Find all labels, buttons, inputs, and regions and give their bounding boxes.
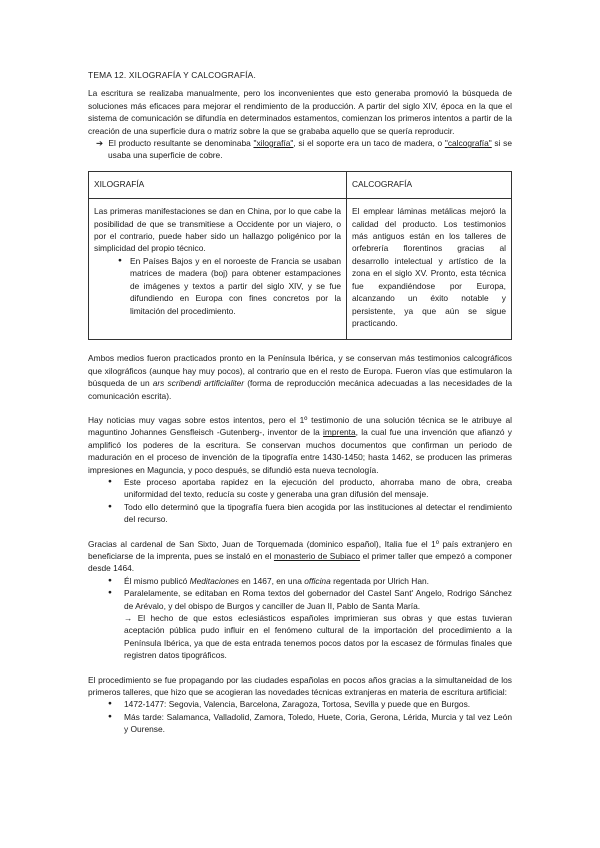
list-item-text: en 1467, en una <box>239 575 305 586</box>
term-calcografia: "calcografía" <box>444 138 492 149</box>
paragraph-text: , la cual fue una invención que afianzó y amplificó los poderes de la escritura. Se conservan muchos documentos que confirman un periodo de maduración en el proceso de invención de la tipografía entre 1430-1450; hasta 1462, se producen las primeras impresiones en Maguncia, y poco después, se difundió esta nueva tecnología. <box>88 427 512 475</box>
bullets-gutenberg <box>88 476 512 526</box>
list-item <box>88 575 512 587</box>
list-item: ● Este proceso aportaba rapidez en la ejecución del producto, ahorraba mano de obra, creaba uniformidad del texto, reducía su coste y generaba una gran difusión del mensaje. <box>88 476 512 501</box>
italic-term: officina <box>304 575 331 586</box>
arrow-item-text-2: , si el soporte era un taco de madera, o <box>293 138 445 149</box>
link-imprenta[interactable]: imprenta <box>323 427 356 438</box>
xilografia-text: Las primeras manifestaciones se dan en China, por lo que cabe la posibilidad de que se transmitiese a Occidente por un viajero, o por el contrario, puede haber sido un hallazgo poligénico por la simplicidad del propio técnico. <box>94 206 341 254</box>
list-item: ● Todo ello determinó que la tipografía fuera bien acogida por las instituciones al detectar el rendimiento del recurso. <box>88 501 512 526</box>
paragraph-text: Hay noticias muy vagas sobre estos intentos, pero el 1º testimonio de una solución técnica se le atribuye al maguntino Johannes Gensfleisch -Gutenberg-, inventor de la <box>88 414 512 438</box>
xilografia-bullets <box>94 255 341 317</box>
list-item: ● Más tarde: Salamanca, Valladolid, Zamora, Toledo, Huete, Coria, Gerona, Lérida, Murcia y tal vez León y Ourense. <box>88 711 512 736</box>
comparison-table <box>88 171 512 340</box>
table-header-row <box>89 171 512 198</box>
paragraph-text: Gracias al cardenal de San Sixto, Juan de Torquemada (dominico español), Italia fue el 1º país extranjero en beneficiarse de la imprenta, pues se instaló en el <box>88 538 512 561</box>
arrow-item-text-3: si se usaba una superficie de cobre. <box>108 138 512 161</box>
arrow-item <box>88 137 512 162</box>
list-item: ● 1472-1477: Segovia, Valencia, Barcelona, Zaragoza, Tortosa, Sevilla y puede que en Burgos. <box>88 698 512 710</box>
arrow-icon: ➔ <box>96 138 104 149</box>
paragraph-peninsula <box>88 352 512 402</box>
sub-arrow-paragraph: → El hecho de que estos eclesiásticos españoles imprimieran sus obras y que estas tuvieran aceptación pública pudo influir en el fenómeno cultural de la importación del procedimiento a la Península Ibérica, ya que de esta entrada tenemos pocos datos por la escasez de fórmulas finales que registren datos tipográficos. <box>124 613 512 661</box>
cell-calcografia: El emplear láminas metálicas mejoró la calidad del producto. Los testimonios más antiguos están en los talleres de orfebrería florentinos gracias al desarrollo intelectual y artístico de la zona en el siglo XV. Pronto, esta técnica fue expandiéndose por Europa, alcanzando un éxito notable y persistente, ya que aún se sigue practicando. <box>347 199 512 340</box>
table-row <box>89 199 512 340</box>
paragraph-propagacion: El procedimiento se fue propagando por las ciudades españolas en pocos años gracias a la simultaneidad de los primeros talleres, que hizo que se acogieran las novedades técnicas extranjeras en materia de escritura artificial: <box>88 674 512 698</box>
paragraph-gutenberg <box>88 414 512 476</box>
header-calcografia: CALCOGRAFÍA <box>347 171 512 198</box>
paragraph-text: el primer taller que empezó a componer desde 1464. <box>88 551 512 574</box>
bullets-italia <box>88 575 512 612</box>
paragraph-italia <box>88 538 512 575</box>
arrow-item-text-1: El producto resultante se denominaba <box>108 138 254 149</box>
list-item-text: regentada por Ulrich Han. <box>330 575 429 586</box>
list-item: ● Paralelamente, se editaban en Roma textos del gobernador del Castel Sant' Angelo, Rodrigo Sánchez de Arévalo, y del obispo de Burgos y canciller de Juan II, Pablo de Santa María. <box>88 587 512 612</box>
paragraph-text: (forma de reproducción mecánica adecuadas a las necesidades de la comunicación escrita). <box>88 378 513 401</box>
paragraph-text: Ambos medios fueron practicados pronto en la Península Ibérica, y se conservan más testimonios calcográficos que xilográficos (aunque hay muy pocos), al contrario que en el resto de Europa. Fueron vías que estimularon la búsqueda de un <box>88 353 512 389</box>
page-title: TEMA 12. XILOGRAFÍA Y CALCOGRAFÍA. <box>88 70 256 80</box>
link-monasterio-subiaco[interactable]: monasterio de Subiaco <box>273 551 361 561</box>
intro-paragraph: La escritura se realizaba manualmente, pero los inconvenientes que esto generaba promovió la búsqueda de soluciones más eficaces para mejorar el rendimiento de la producción. A partir del siglo XIV, época en la que el sistema de comunicación se difundía en determinados estamentos, comienzan los primeros intentos a partir de la creación de una superficie dura o matriz sobre la que se grababa aquello que se quería reproducir. <box>88 88 512 136</box>
cell-xilografia <box>89 199 347 340</box>
list-item-text: Él mismo publicó <box>124 575 190 586</box>
italic-term: Meditaciones <box>189 575 239 586</box>
term-xilografia: "xilografía" <box>253 138 294 149</box>
list-item: ● En Países Bajos y en el noroeste de Francia se usaban matrices de madera (boj) para obtener estampaciones de imágenes y textos a partir del siglo XIV, y se fue difundiendo en Europa con fines concretos por la limitación del procedimiento. <box>94 255 341 317</box>
bullets-ciudades <box>88 698 512 735</box>
header-xilografia: XILOGRAFÍA <box>89 171 347 198</box>
italic-term: ars scribendi artificialiter <box>152 378 245 389</box>
